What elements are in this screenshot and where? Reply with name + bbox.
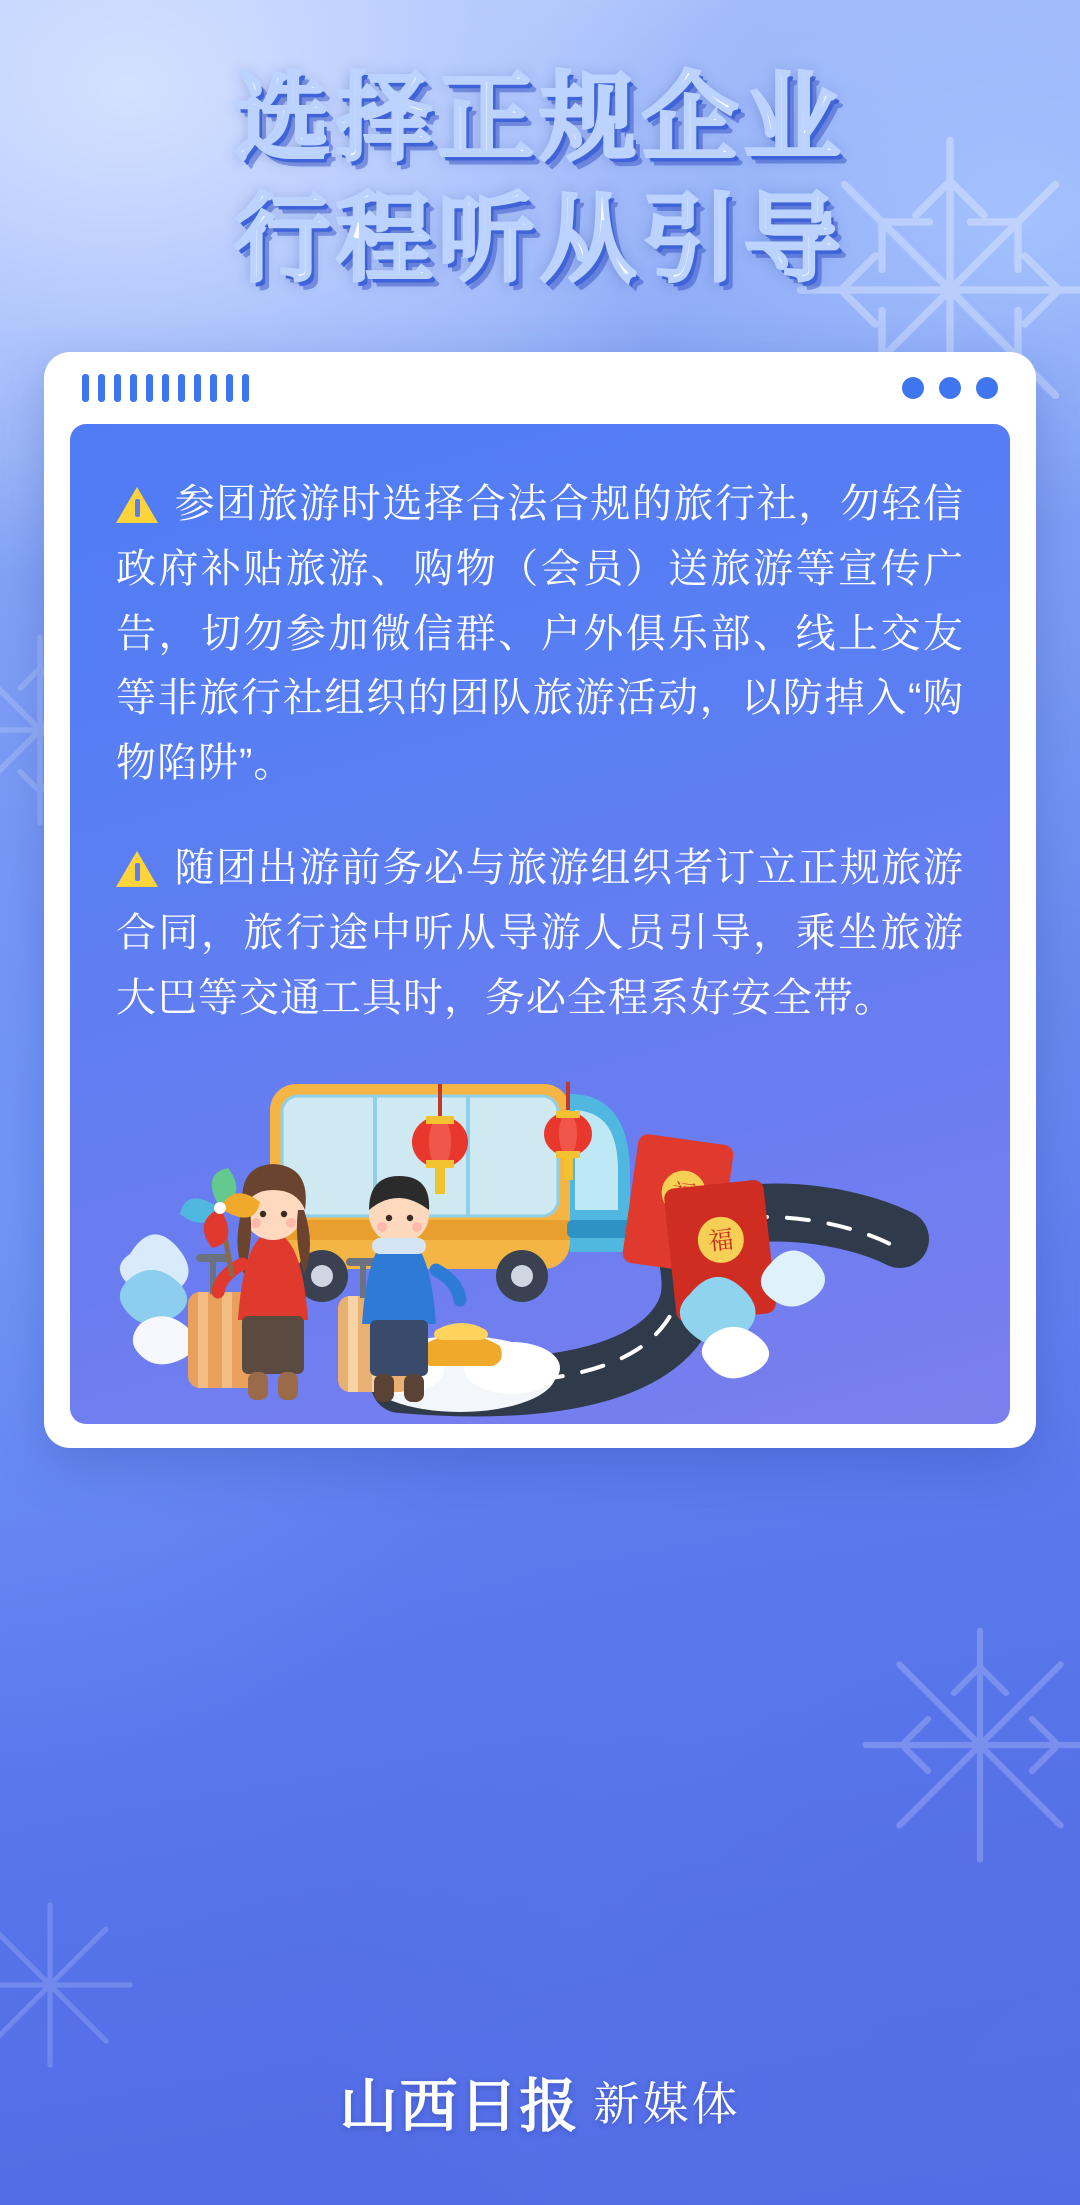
warning-triangle-icon [116, 487, 158, 523]
window-dots-icon[interactable] [902, 377, 998, 399]
headline-line-2: 行程听从引导 [234, 186, 846, 294]
envelope-fu-text-2: 福 [707, 1226, 735, 1257]
logo-sub-text: 新媒体 [593, 2079, 741, 2130]
wave-decoration [120, 1234, 196, 1364]
paragraph-1-text: 参团旅游时选择合法合规的旅行社，勿轻信政府补贴旅游、购物（会员）送旅游等宣传广告，切勿参加微信群、户外俱乐部、线上交友等非旅行社组织的团队旅游活动，以防掉入“购物陷阱”。 [116, 482, 964, 786]
card-body [70, 424, 1010, 1424]
snowflake-icon [850, 1615, 1080, 1875]
warning-triangle-icon [116, 851, 158, 887]
paragraph-1 [70, 472, 1010, 796]
paragraph-2-text: 随团出游前务必与旅游组织者订立正规旅游合同，旅行途中听从导游人员引导，乘坐旅游大巴等交通工具时，务必全程系好安全带。 [116, 845, 964, 1020]
logo-mark-text: 山西日报 [339, 2074, 580, 2139]
footer-logo [0, 2059, 1080, 2143]
paragraph-2 [70, 836, 1010, 1030]
snowflake-icon [0, 1885, 150, 2085]
gold-ingot-icon [420, 1323, 502, 1366]
content-card [44, 352, 1036, 1448]
page-title [0, 62, 1080, 297]
menu-bars-icon[interactable] [82, 374, 249, 402]
headline-line-1: 选择正规企业 [234, 65, 846, 172]
card-titlebar [44, 352, 1036, 424]
tour-bus-travelers-illustration [70, 1024, 1010, 1424]
